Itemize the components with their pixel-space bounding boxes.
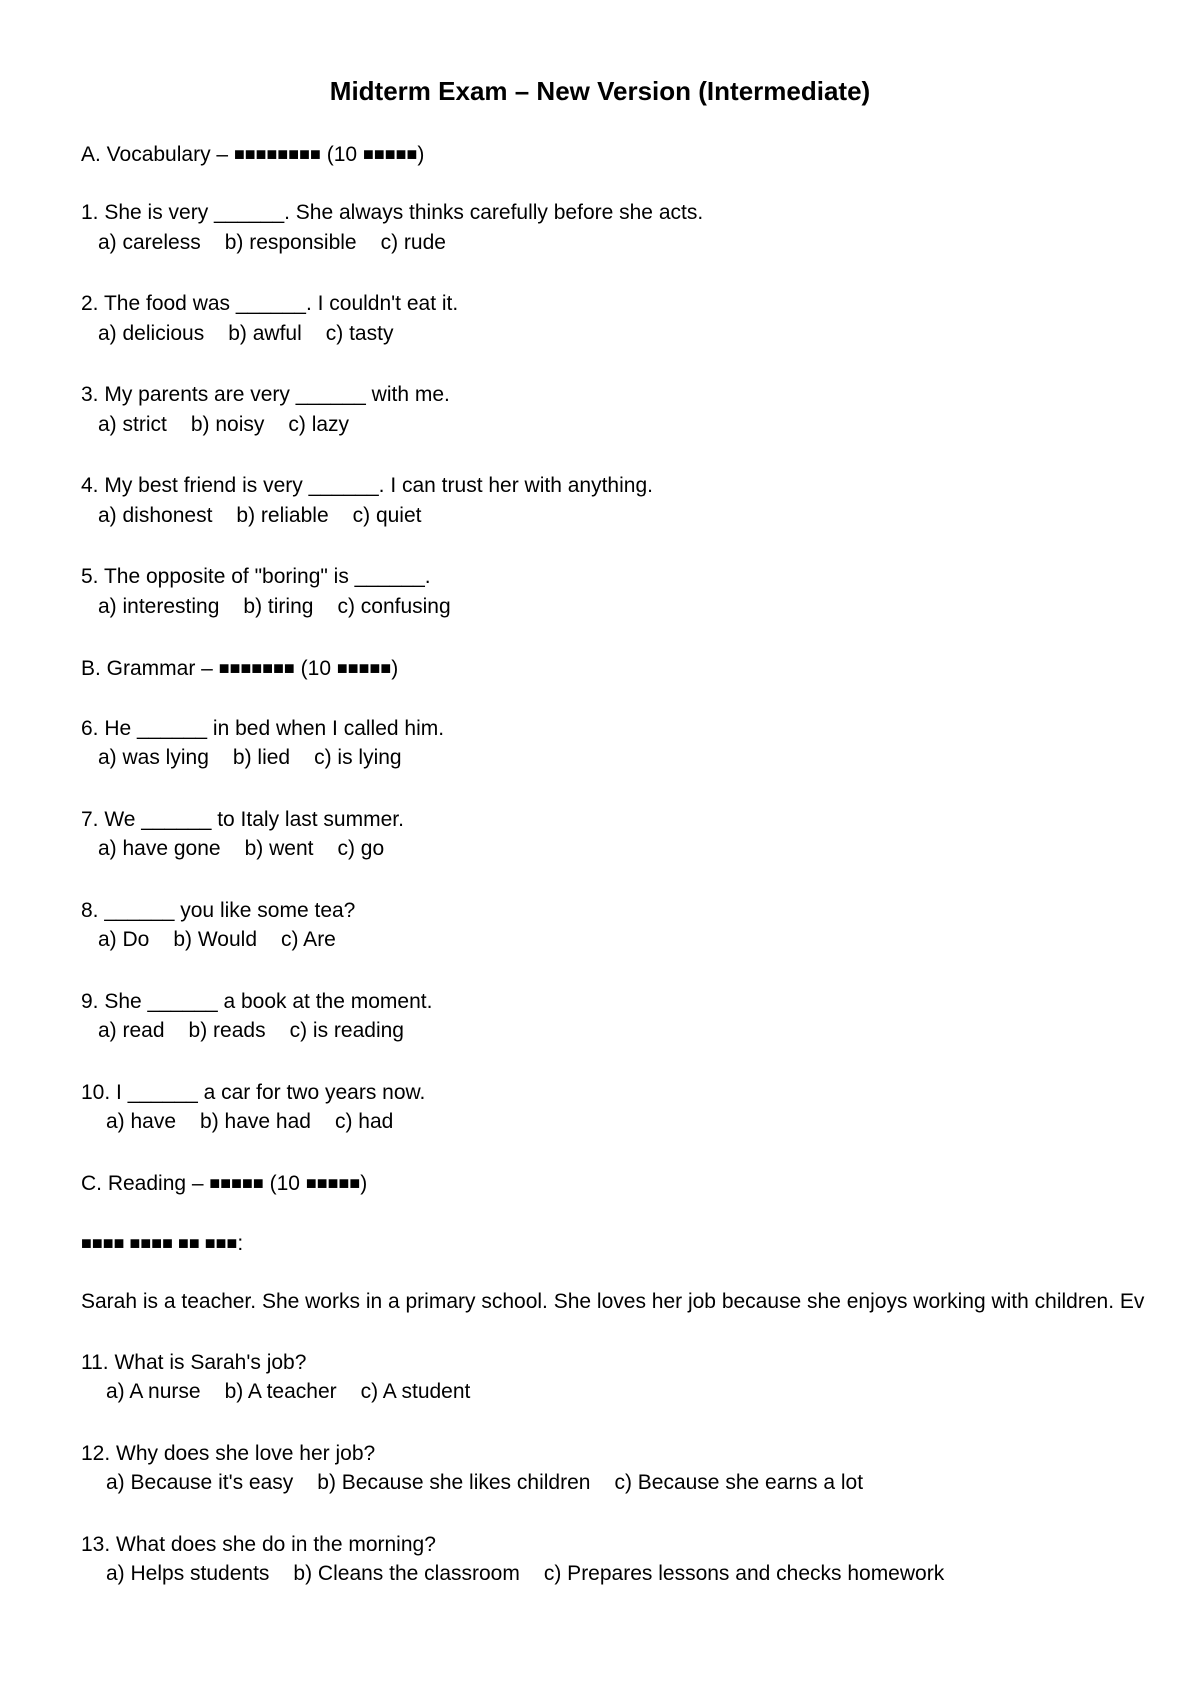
question-options — [106, 1109, 417, 1135]
reading-passage: Sarah is a teacher. She works in a primary school. She loves her job because she enjoys working with children. Ev — [81, 1290, 1145, 1313]
option: c) lazy — [288, 413, 350, 436]
redacted-text: ■■■■■ — [336, 658, 392, 678]
option: b) tiring — [243, 595, 314, 618]
question-text: 11. What is Sarah's job? — [81, 1351, 307, 1374]
option: a) Helps students — [106, 1562, 270, 1585]
question-text: 5. The opposite of "boring" is ______. — [81, 565, 431, 588]
question-text: 10. I ______ a car for two years now. — [81, 1081, 426, 1104]
redacted-text: ■■■■■ — [305, 1173, 361, 1193]
option: b) reads — [188, 1019, 266, 1042]
redacted-text: ■■■■■ — [209, 1173, 264, 1193]
option: a) have gone — [98, 837, 221, 860]
option: b) Cleans the classroom — [293, 1562, 520, 1585]
section-heading-grammar: B. Grammar – ■■■■■■■ (10 ■■■■■) — [81, 657, 399, 680]
question-text: 12. Why does she love her job? — [81, 1442, 376, 1465]
question-text: 1. She is very ______. She always thinks carefully before she acts. — [81, 201, 704, 224]
question-text: 3. My parents are very ______ with me. — [81, 383, 450, 406]
option: b) A teacher — [224, 1380, 337, 1403]
option: c) is lying — [314, 746, 402, 769]
option: c) rude — [380, 231, 446, 254]
question-text: 6. He ______ in bed when I called him. — [81, 717, 445, 740]
option: c) had — [334, 1110, 394, 1133]
option: a) strict — [98, 413, 167, 436]
question-text: 8. ______ you like some tea? — [81, 899, 356, 922]
question-text: 4. My best friend is very ______. I can trust her with anything. — [81, 474, 653, 497]
option: c) is reading — [289, 1019, 404, 1042]
page-title: Midterm Exam – New Version (Intermediate) — [329, 76, 871, 106]
question-text: 2. The food was ______. I couldn't eat it. — [81, 292, 459, 315]
redacted-text: ■■■■■■■ — [218, 658, 295, 678]
redacted-text: ■■■■■■■■ — [233, 144, 321, 164]
question-options — [98, 836, 408, 862]
option: b) Would — [173, 928, 258, 951]
question-options — [106, 1470, 887, 1496]
question-text: 9. She ______ a book at the moment. — [81, 990, 433, 1013]
option: a) careless — [98, 231, 201, 254]
option: a) dishonest — [98, 504, 213, 527]
question-options — [106, 1561, 968, 1587]
question-options — [98, 1018, 428, 1044]
question-options — [98, 412, 373, 438]
section-heading-vocabulary: A. Vocabulary – ■■■■■■■■ (10 ■■■■■) — [81, 143, 425, 166]
option: a) read — [98, 1019, 165, 1042]
redacted-text: ■■■■ ■■■■ ■■ ■■■ — [81, 1233, 238, 1253]
question-options — [98, 927, 360, 953]
option: c) go — [337, 837, 385, 860]
question-options — [98, 745, 426, 771]
option: b) went — [244, 837, 314, 860]
option: c) Because she earns a lot — [614, 1471, 864, 1494]
option: b) have had — [200, 1110, 311, 1133]
option: a) delicious — [98, 322, 205, 345]
section-heading-reading: C. Reading – ■■■■■ (10 ■■■■■) — [81, 1172, 368, 1195]
option: a) was lying — [98, 746, 209, 769]
question-text: 7. We ______ to Italy last summer. — [81, 808, 404, 831]
redacted-text: ■■■■■ — [362, 144, 418, 164]
option: a) A nurse — [106, 1380, 201, 1403]
question-text: 13. What does she do in the morning? — [81, 1533, 436, 1556]
option: a) Do — [98, 928, 150, 951]
option: c) confusing — [337, 595, 451, 618]
question-options — [98, 594, 475, 620]
option: a) have — [106, 1110, 177, 1133]
option: c) A student — [360, 1380, 471, 1403]
option: c) Prepares lessons and checks homework — [543, 1562, 945, 1585]
option: b) responsible — [224, 231, 357, 254]
option: b) lied — [232, 746, 291, 769]
option: b) reliable — [236, 504, 329, 527]
option: a) interesting — [98, 595, 220, 618]
reading-instructions: ■■■■ ■■■■ ■■ ■■■: — [81, 1232, 244, 1255]
option: b) awful — [228, 322, 302, 345]
option: c) tasty — [325, 322, 394, 345]
question-options — [98, 503, 446, 529]
option: b) noisy — [190, 413, 265, 436]
option: c) quiet — [352, 504, 422, 527]
question-options — [98, 321, 417, 347]
option: b) Because she likes children — [317, 1471, 591, 1494]
question-options — [98, 230, 470, 256]
question-options — [106, 1379, 494, 1405]
option: c) Are — [281, 928, 336, 951]
option: a) Because it's easy — [106, 1471, 294, 1494]
